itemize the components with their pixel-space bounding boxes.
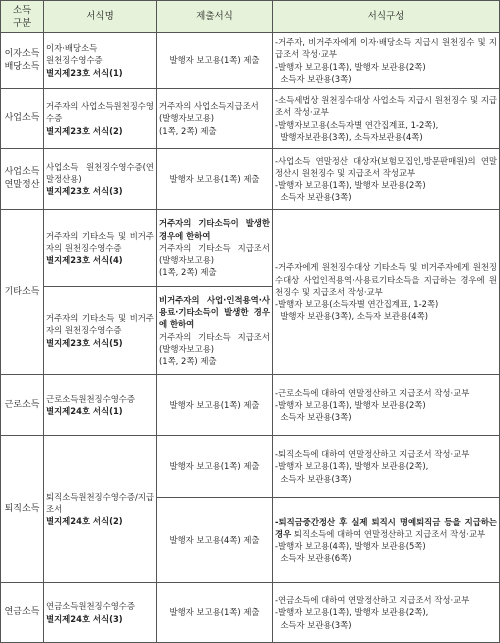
composition-line: -사업소득 연말정산 대상자(보험모집인,방문판매원)의 연말정산시 원천징수 및 지급조서 작성교부	[275, 155, 497, 178]
composition-line: -발행자 보고용(1쪽), 발행자 보관용(2쪽)	[275, 399, 426, 410]
submission-condition: 거주자의 기타소득이 발생한 경우에 한하여	[159, 218, 270, 241]
header-form-name: 서식명	[44, 1, 157, 33]
table-row	[1, 149, 500, 210]
form-name-cell	[44, 33, 157, 89]
header-category: 소득 구분	[1, 1, 44, 33]
composition-line: -발행자 보고용(1쪽), 발행자 보관용(2쪽)	[275, 61, 426, 72]
header-composition: 서식구성	[273, 1, 500, 33]
submission-cell: 발행자 보고용(1쪽) 제출	[157, 33, 273, 89]
table-row	[1, 583, 500, 643]
composition-line: -연금소득에 대하여 연말정산하고 지급조서 작성·교부	[275, 595, 470, 606]
composition-line: -발행자보고용(소득자별 연간집계표, 1-2쪽),	[275, 119, 439, 130]
submission-cell: 발행자 보고용(1쪽) 제출	[157, 149, 273, 210]
table-row	[1, 375, 500, 436]
submission-cell: 발행자 보고용(4쪽) 제출	[157, 498, 273, 583]
composition-line: -발행자 보고용(1쪽), 발행자 보관용(2쪽)	[275, 180, 426, 190]
submission-condition: 비거주자의 사업·인적용역·사용료·기타소득이 발생한 경우에 한하여	[159, 294, 270, 330]
composition-cell	[273, 436, 500, 498]
category-cell: 사업소득 연말정산	[1, 149, 44, 210]
form-name: 근로소득원천징수영수증	[46, 393, 135, 404]
form-name: 퇴직소득원천징수영수증/지급조서	[46, 491, 154, 514]
submission-cell: 거주자의 사업소득지급조서(발행자보고용) (1쪽, 2쪽) 제출	[157, 89, 273, 149]
table-row	[1, 436, 500, 498]
header-row	[1, 1, 500, 33]
submission-cell: 발행자 보고용(1쪽) 제출	[157, 436, 273, 498]
composition-line: 소득자 보관용(3쪽)	[275, 192, 352, 203]
table-row	[1, 89, 500, 149]
composition-condition: -퇴직금중간정산 후 실제 퇴직시 명예퇴직금 등을 지급하는 경우	[275, 516, 497, 539]
composition-cell	[273, 498, 500, 583]
submission-cell	[157, 210, 273, 287]
form-name: 거주자의 기타소득 및 비거주자의 원천징수영수증	[46, 313, 154, 336]
category-cell: 근로소득	[1, 375, 44, 436]
form-name-cell	[44, 89, 157, 149]
composition-line: -거주자, 비거주자에게 이자·배당소득 지급시 원천징수 및 지급조서 작성·교부	[275, 37, 497, 60]
composition-line: 소득자 보관용(6쪽)	[275, 553, 352, 564]
category-cell: 퇴직소득	[1, 436, 44, 583]
composition-line	[275, 516, 497, 540]
composition-line: -소득세법상 원천징수대상 사업소득 지급시 원천징수 및 지급조서 작성·교부	[275, 95, 497, 118]
composition-cell	[273, 583, 500, 643]
category-cell: 사업소득	[1, 89, 44, 149]
submission-text: 거주자의 기타소득 지급조서(발행자보고용) (1쪽, 2쪽) 제출	[159, 331, 270, 366]
submission-cell	[157, 287, 273, 375]
category-cell: 기타소득	[1, 210, 44, 375]
composition-cell	[273, 89, 500, 149]
composition-line: 소득자 보관용(3쪽)	[275, 473, 352, 484]
composition-line: 소득자 보관용(3쪽)	[275, 412, 352, 423]
form-name: 사업소득 원천징수영수증(연말정산용)	[46, 161, 154, 184]
composition-cell	[273, 210, 500, 375]
header-submission: 제출서식	[157, 1, 273, 33]
composition-rest: 퇴직소득에 대하여 연말정산하고 지급조서 작성·교부	[291, 528, 486, 539]
form-code: 별지제24호 서식(1)	[46, 406, 123, 416]
composition-line: 발행자보관용(3쪽), 소득자보관용(4쪽)	[275, 131, 423, 142]
category-cell: 연금소득	[1, 583, 44, 643]
form-name-cell	[44, 436, 157, 583]
composition-cell	[273, 375, 500, 436]
form-name-cell	[44, 149, 157, 210]
form-code: 별지제23호 서식(4)	[46, 255, 123, 266]
composition-line: 소득자 보관용(3쪽)	[275, 619, 352, 630]
category-cell: 이자소득 배당소득	[1, 33, 44, 89]
form-code: 별지제24호 서식(3)	[46, 613, 123, 624]
composition-line: 소득자 보관용(3쪽)	[275, 73, 352, 84]
form-name-cell	[44, 210, 157, 287]
submission-cell: 발행자 보고용(1쪽) 제출	[157, 583, 273, 643]
form-code: 별지제23호 서식(3)	[46, 186, 123, 197]
form-name-cell	[44, 375, 157, 436]
table-row	[1, 210, 500, 287]
composition-line: -거주자에게 원천징수대상 기타소득 및 비거주자에게 원천징수대상 사업인적용역·사용료기타소득을 지급하는 경우에 원천징수 및 지급조서 작성·교부	[275, 262, 497, 297]
form-code: 별지제23호 서식(5)	[46, 337, 123, 348]
submission-text: 거주자의 기타소득 지급조서(발행자보고용) (1쪽, 2쪽) 제출	[159, 242, 270, 278]
form-code: 별지제23호 서식(2)	[46, 125, 123, 136]
form-code: 별지제23호 서식(1)	[46, 67, 123, 78]
form-code: 별지제24호 서식(2)	[46, 516, 123, 527]
composition-line: -근로소득에 대하여 연말정산하고 지급조서 작성·교부	[275, 387, 470, 398]
form-name: 이자·배당소득 원천징수영수증	[46, 43, 103, 66]
form-name: 연금소득원천징수영수증	[46, 601, 135, 612]
form-name-cell	[44, 583, 157, 643]
composition-line: 발행자 보관용(3쪽), 소득자 보관용(4쪽)	[275, 311, 428, 322]
composition-line: -발행자 보고용(4쪽), 발행자 보관용(5쪽)	[275, 541, 426, 551]
composition-line: -발행자 보고용(1쪽), 발행자 보관용(2쪽),	[275, 607, 429, 618]
form-name-cell	[44, 287, 157, 375]
composition-line: -발행자 보고용(소득자별 연간집계표, 1-2쪽)	[275, 299, 439, 310]
composition-line: -퇴직소득에 대하여 연말정산하고 지급조서 작성·교부	[275, 449, 470, 460]
form-name: 거주자의 기타소득 및 비거주자의 원천징수영수증	[46, 230, 154, 253]
composition-line: -발행자 보고용(1쪽), 발행자 보관용(2쪽),	[275, 461, 429, 472]
submission-cell: 발행자 보고용(1쪽) 제출	[157, 375, 273, 436]
composition-cell	[273, 33, 500, 89]
form-name: 거주자의 사업소득원천징수영수증	[46, 101, 154, 124]
table-row	[1, 33, 500, 89]
composition-cell	[273, 149, 500, 210]
